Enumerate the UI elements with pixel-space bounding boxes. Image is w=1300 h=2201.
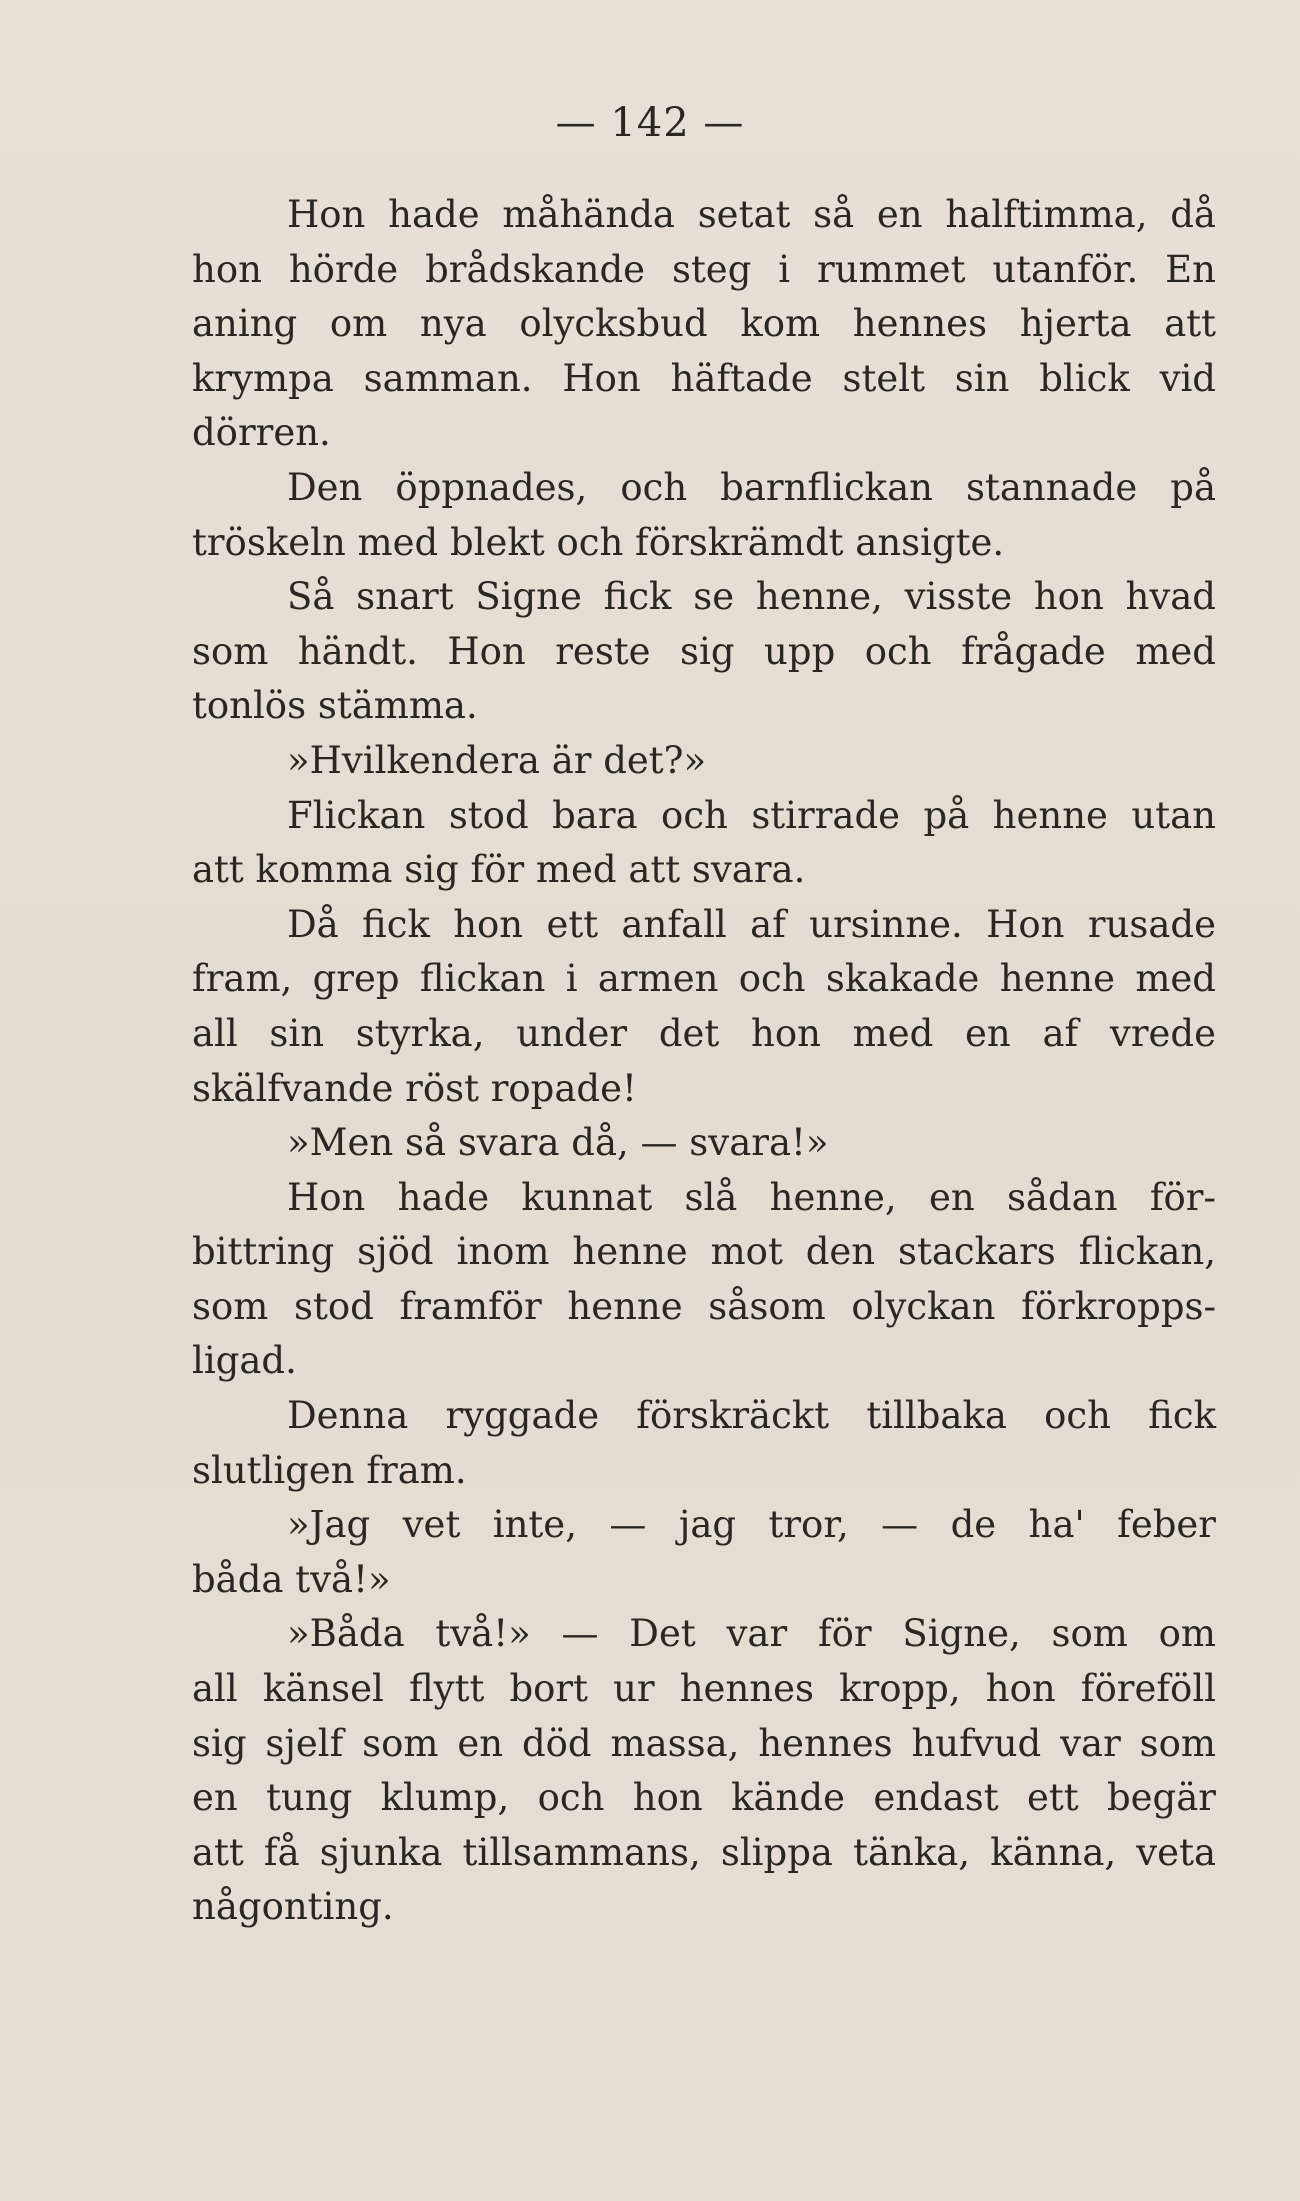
text-line: hon hörde brådskande steg i rummet utanför. En <box>192 247 1216 291</box>
text-line: Hon hade måhända setat så en halftimma, då <box>287 193 1216 236</box>
text-line: som stod framför henne såsom olyckan förkropps- <box>192 1284 1216 1328</box>
page-number: — 142 — <box>555 100 745 146</box>
text-line: Den öppnades, och barnflickan stannade på <box>287 465 1216 509</box>
text-line: att få sjunka tillsammans, slippa tänka, känna, veta <box>192 1830 1216 1874</box>
text-line: Hon hade kunnat slå henne, en sådan för- <box>287 1175 1216 1219</box>
text-line: »Hvilkendera är det?» <box>287 738 707 782</box>
text-line: bittring sjöd inom henne mot den stackars flickan, <box>192 1230 1216 1274</box>
text-line: Flickan stod bara och stirrade på henne utan <box>287 793 1216 837</box>
text-line: fram, grep flickan i armen och skakade henne med <box>192 957 1216 1001</box>
text-line: dörren. <box>192 411 331 455</box>
text-line: Då fick hon ett anfall af ursinne. Hon rusade <box>287 902 1216 946</box>
text-line: tröskeln med blekt och förskrämdt ansigte. <box>192 520 1005 564</box>
text-line: aning om nya olycksbud kom hennes hjerta att <box>192 302 1216 346</box>
text-line: sig sjelf som en död massa, hennes hufvud var som <box>192 1721 1216 1765</box>
text-line: Denna ryggade förskräckt tillbaka och fick <box>287 1394 1216 1438</box>
text-line: som händt. Hon reste sig upp och frågade med <box>192 629 1216 673</box>
text-line: skälfvande röst ropade! <box>192 1066 637 1110</box>
text-line: »Båda två!» — Det var för Signe, som om <box>287 1612 1216 1656</box>
text-line: »Men så svara då, — svara!» <box>287 1121 829 1165</box>
text-line: krympa samman. Hon häftade stelt sin blick vid <box>192 356 1216 400</box>
text-line: all känsel flytt bort ur hennes kropp, hon föreföll <box>192 1667 1216 1711</box>
text-line: någonting. <box>192 1885 394 1929</box>
text-line: ligad. <box>192 1339 297 1383</box>
text-line: slutligen fram. <box>192 1448 467 1492</box>
body-text <box>192 188 1216 1935</box>
text-line: båda två!» <box>192 1557 391 1601</box>
text-line: att komma sig för med att svara. <box>192 848 806 892</box>
text-line: all sin styrka, under det hon med en af vrede <box>192 1011 1216 1055</box>
text-line: tonlös stämma. <box>192 684 478 728</box>
text-line: »Jag vet inte, — jag tror, — de ha' feber <box>287 1503 1216 1547</box>
text-line: en tung klump, och hon kände endast ett begär <box>192 1776 1216 1820</box>
text-line: Så snart Signe fick se henne, visste hon hvad <box>287 575 1216 619</box>
